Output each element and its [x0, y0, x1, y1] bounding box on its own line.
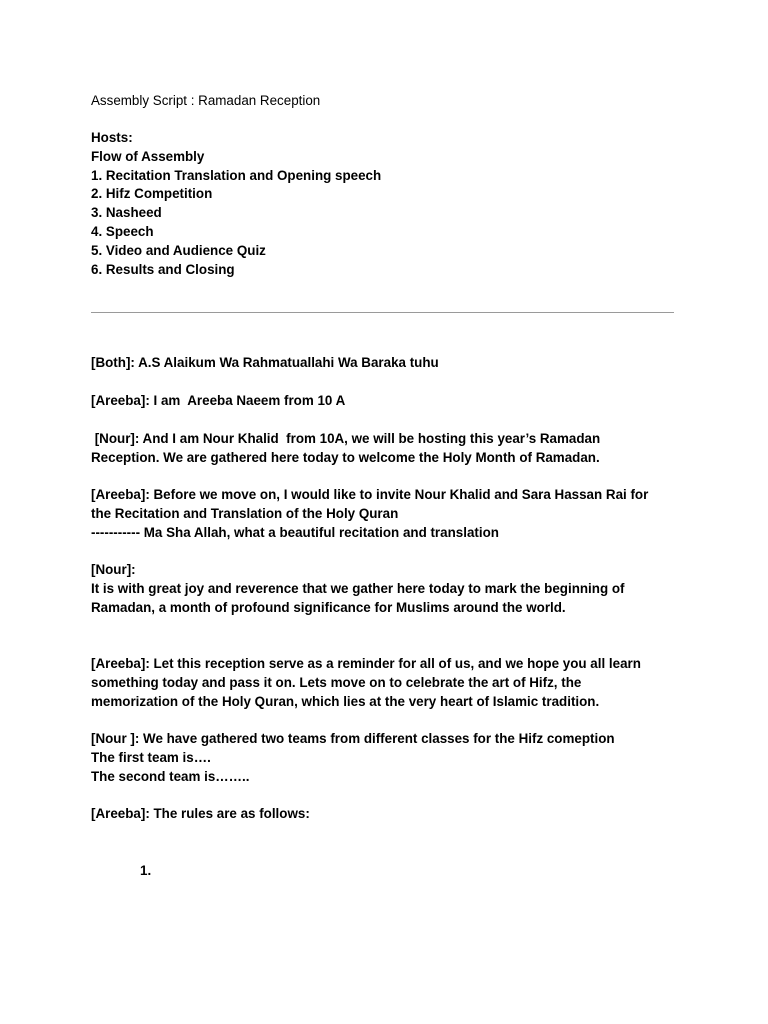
script-line: something today and pass it on. Lets move on to celebrate the art of Hifz, the [91, 674, 582, 690]
flow-item: 6. Results and Closing [91, 261, 235, 277]
script-line: [Areeba]: I am Areeba Naeem from 10 A [91, 393, 346, 408]
flow-item: 5. Video and Audience Quiz [91, 242, 266, 258]
script-line: Ramadan, a month of profound significance for Muslims around the world. [91, 599, 566, 615]
script-line: [Areeba]: Let this reception serve as a reminder for all of us, and we hope you all learn [91, 656, 641, 671]
flow-heading: Flow of Assembly [91, 148, 205, 164]
areeba-invite-paragraph [91, 486, 648, 542]
script-line: [Both]: A.S Alaikum Wa Rahmatuallahi Wa Baraka tuhu [91, 355, 439, 370]
script-line: [Areeba]: The rules are as follows: [91, 806, 310, 821]
script-line: memorization of the Holy Quran, which lies at the very heart of Islamic tradition. [91, 693, 600, 709]
areeba-rules-paragraph [91, 805, 310, 824]
script-line: [Nour]: [91, 562, 136, 577]
nour-intro-paragraph [91, 430, 600, 468]
flow-item: 3. Nasheed [91, 205, 162, 221]
rules-list-number: 1. [140, 863, 152, 878]
areeba-reminder-paragraph [91, 655, 641, 711]
hosts-and-flow-section [91, 129, 381, 279]
script-line: The second team is…….. [91, 768, 250, 784]
nour-speech-paragraph [91, 561, 625, 617]
flow-item: 4. Speech [91, 223, 154, 239]
flow-item: 1. Recitation Translation and Opening speech [91, 167, 382, 183]
script-line: [Areeba]: Before we move on, I would like to invite Nour Khalid and Sara Hassan Rai for [91, 487, 649, 502]
script-line: ----------- Ma Sha Allah, what a beautiful recitation and translation [91, 524, 499, 540]
both-greeting-paragraph [91, 354, 439, 373]
nour-teams-paragraph [91, 730, 615, 786]
section-divider [91, 312, 674, 313]
script-line: the Recitation and Translation of the Holy Quran [91, 505, 399, 521]
script-line: [Nour ]: We have gathered two teams from different classes for the Hifz comeption [91, 731, 615, 746]
script-line: The first team is…. [91, 749, 211, 765]
flow-item: 2. Hifz Competition [91, 186, 213, 202]
script-line: [Nour]: And I am Nour Khalid from 10A, we will be hosting this year’s Ramadan [91, 431, 601, 446]
areeba-intro-paragraph [91, 392, 345, 411]
document-title: Assembly Script : Ramadan Reception [91, 93, 321, 108]
script-line: It is with great joy and reverence that we gather here today to mark the beginning of [91, 580, 625, 596]
script-line: Reception. We are gathered here today to welcome the Holy Month of Ramadan. [91, 449, 600, 465]
hosts-label: Hosts: [91, 130, 133, 145]
